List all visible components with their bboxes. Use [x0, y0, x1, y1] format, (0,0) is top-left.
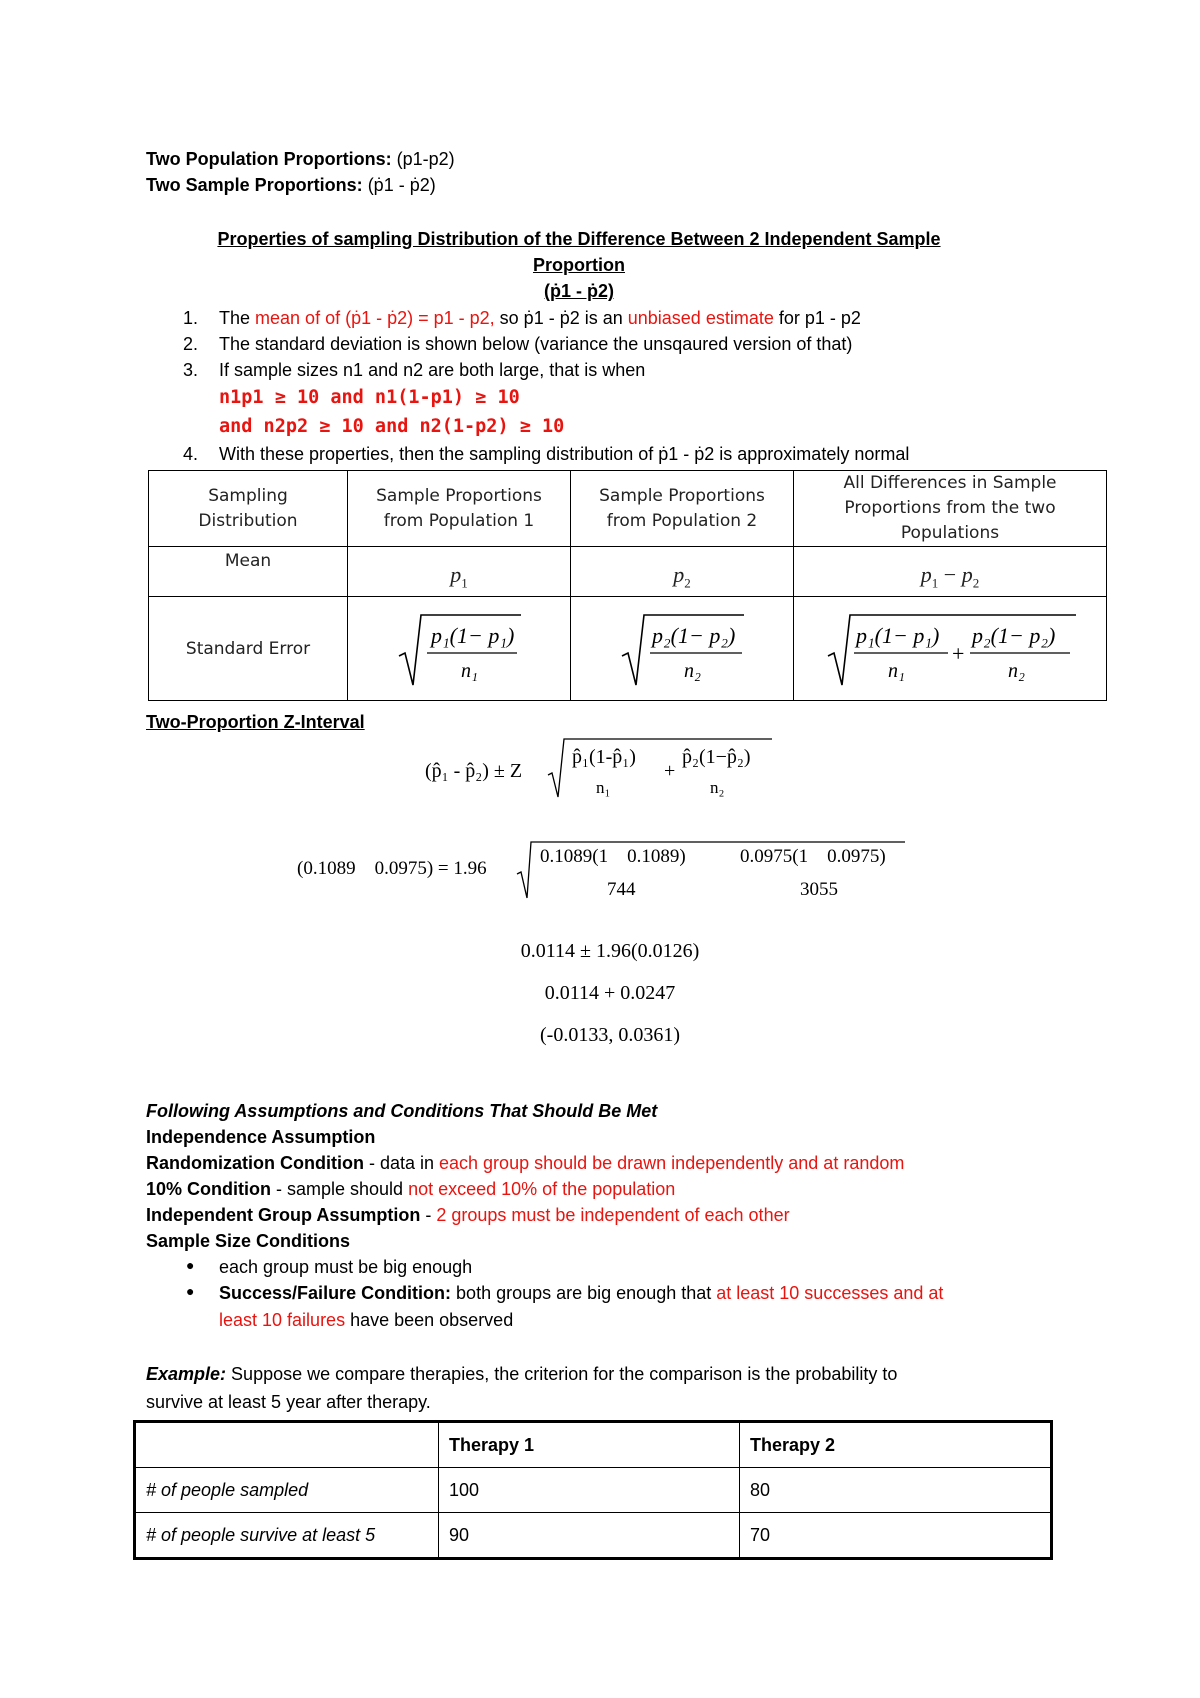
item2-text: The standard deviation is shown below (variance the unsqaured version of that) — [219, 334, 853, 354]
example-line-1 — [146, 1361, 897, 1387]
header-sampling-distribution: Sampling Distribution — [149, 471, 348, 547]
se1-denominator: n₁ — [461, 660, 478, 682]
item3-text: If sample sizes n1 and n2 are both large, that is when — [219, 360, 646, 380]
mean-p2-sub: 2 — [684, 575, 691, 591]
calc-step-3: (-0.0133, 0.0361) — [540, 1024, 680, 1046]
mean-p1-sub: 1 — [461, 575, 468, 591]
sampling-distribution-table — [148, 470, 1107, 701]
sample-proportions-label: Two Sample Proportions: — [146, 175, 363, 195]
z-interval-title: Two-Proportion Z-Interval — [146, 712, 365, 732]
formula-left: (p̂₁ - p̂₂) ± Z — [425, 760, 523, 782]
therapy-table — [133, 1420, 1053, 1560]
formula-den1: n₁ — [596, 778, 611, 797]
item1-text-c: for p1 - p2 — [773, 308, 861, 328]
success-failure-condition — [219, 1280, 943, 1306]
calc-num2: 0.0975(1 0.0975) — [740, 846, 886, 867]
se2-denominator: n₂ — [684, 660, 701, 682]
independent-group-highlight: 2 groups must be independent of each other — [436, 1205, 790, 1225]
success-failure-text: both groups are big enough that — [451, 1283, 717, 1303]
item-number: 3. — [183, 360, 199, 380]
item4-text: With these properties, then the sampling distribution of ṗ1 - ṗ2 is approximately normal — [219, 444, 910, 464]
row-standard-error-label: Standard Error — [149, 597, 348, 701]
z-interval-formula — [420, 735, 800, 805]
se-diff-numerator-2: p₂(1− p₂) — [972, 623, 1056, 648]
independent-group-text: - — [420, 1205, 437, 1225]
header-therapy-2: Therapy 2 — [740, 1422, 1052, 1468]
success-failure-text-2: have been observed — [345, 1310, 514, 1330]
therapy-table-corner — [135, 1422, 439, 1468]
bullet-big-enough: each group must be big enough — [219, 1257, 473, 1277]
pop-proportions-line — [146, 146, 455, 172]
formula-plus: + — [664, 760, 676, 782]
randomization-label: Randomization Condition — [146, 1153, 364, 1173]
ten-percent-condition — [146, 1176, 675, 1202]
se2-formula — [612, 601, 752, 691]
ten-percent-label: 10% Condition — [146, 1179, 271, 1199]
item1-text-b: so ṗ1 - ṗ2 is an — [494, 308, 628, 328]
header-all-differences: All Differences in Sample Proportions from the two Populations — [794, 471, 1107, 547]
mean-difference — [794, 547, 1107, 597]
table-row — [135, 1513, 1052, 1559]
example-text-1: Suppose we compare therapies, the criterion for the comparison is the probability to — [226, 1364, 898, 1384]
properties-title-line3: (ṗ1 - ṗ2) — [544, 281, 614, 301]
calc-den2: 3055 — [800, 879, 838, 900]
pop-proportions-value: (p1-p2) — [391, 149, 455, 169]
properties-title-line2: Proportion — [533, 255, 625, 275]
calc-num1: 0.1089(1 0.1089) — [540, 846, 686, 867]
randomization-condition — [146, 1150, 904, 1176]
property-item-4 — [146, 441, 1046, 467]
cell-therapy-2-sampled: 80 — [740, 1468, 1052, 1513]
item-number: 4. — [183, 444, 199, 464]
se-diff-formula — [820, 601, 1080, 691]
se1-numerator: p₁(1− p₁) — [431, 623, 515, 648]
mean-diff-sub1: 1 — [931, 575, 939, 591]
item1-text-a: The — [219, 308, 256, 328]
randomization-highlight: each group should be drawn independently and at random — [439, 1153, 905, 1173]
condition-2: and n2p2 ≥ 10 and n2(1-p2) ≥ 10 — [219, 416, 565, 437]
calc-step-1: 0.0114 ± 1.96(0.0126) — [520, 940, 700, 962]
calc-den1: 744 — [607, 879, 636, 900]
independent-group-label: Independent Group Assumption — [146, 1205, 421, 1225]
mean-diff-p2: p — [961, 561, 973, 587]
example-line-2: survive at least 5 year after therapy. — [146, 1392, 431, 1412]
success-failure-condition-cont — [219, 1307, 513, 1333]
formula-num1: p̂₁(1-p̂₁) — [572, 746, 636, 768]
randomization-text: - data in — [363, 1153, 440, 1173]
bullet-icon: ● — [186, 1283, 195, 1299]
example-label: Example: — [146, 1364, 227, 1384]
independence-assumption: Independence Assumption — [146, 1127, 376, 1147]
ten-percent-highlight: not exceed 10% of the population — [408, 1179, 676, 1199]
properties-title-line1: Properties of sampling Distribution of the Difference Between 2 Independent Sample — [217, 229, 941, 249]
se-diff-plus: + — [952, 641, 965, 666]
condition-line-2 — [146, 412, 1046, 441]
sample-proportions-line — [146, 172, 436, 198]
se-population-1 — [348, 597, 571, 701]
se-difference — [794, 597, 1107, 701]
pop-proportions-label: Two Population Proportions: — [146, 149, 392, 169]
mean-p1-symbol: p — [450, 561, 462, 587]
properties-list — [146, 305, 1046, 467]
se1-formula — [389, 601, 529, 691]
item1-mean-highlight: mean of of (ṗ1 - ṗ2) = p1 - p2, — [255, 308, 495, 328]
formula-num2: p̂₂(1−p̂₂) — [682, 746, 751, 768]
item-number: 2. — [183, 334, 199, 354]
condition-1: n1p1 ≥ 10 and n1(1-p1) ≥ 10 — [219, 387, 520, 408]
success-failure-label: Success/Failure Condition: — [219, 1283, 452, 1303]
calc-step-2: 0.0114 + 0.0247 — [544, 982, 676, 1004]
row-label-survive: # of people survive at least 5 — [135, 1513, 439, 1559]
item-number: 1. — [183, 308, 199, 328]
header-therapy-1: Therapy 1 — [439, 1422, 740, 1468]
mean-p2-symbol: p — [673, 561, 685, 587]
bullet-icon: ● — [186, 1257, 195, 1273]
row-label-sampled: # of people sampled — [135, 1468, 439, 1513]
property-item-3 — [146, 357, 1046, 383]
property-item-2 — [146, 331, 1046, 357]
success-failure-highlight-2: least 10 failures — [219, 1310, 346, 1330]
row-mean-label: Mean — [149, 547, 348, 597]
ten-percent-text: - sample should — [271, 1179, 409, 1199]
condition-line-1 — [146, 383, 1046, 412]
se2-numerator: p₂(1− p₂) — [652, 623, 736, 648]
mean-p2 — [571, 547, 794, 597]
property-item-1 — [146, 305, 1046, 331]
calc-left: (0.1089 0.0975) = 1.96 — [297, 858, 487, 879]
cell-therapy-1-sampled: 100 — [439, 1468, 740, 1513]
header-population-2: Sample Proportions from Population 2 — [571, 471, 794, 547]
se-diff-denominator-1: n₁ — [888, 660, 905, 682]
cell-therapy-1-survive: 90 — [439, 1513, 740, 1559]
se-population-2 — [571, 597, 794, 701]
header-population-1: Sample Proportions from Population 1 — [348, 471, 571, 547]
se-diff-numerator-1: p₁(1− p₁) — [856, 623, 940, 648]
table-row — [135, 1468, 1052, 1513]
item1-unbiased-highlight: unbiased estimate — [627, 308, 774, 328]
mean-diff-p1: p — [920, 561, 932, 587]
se-diff-denominator-2: n₂ — [1008, 660, 1025, 682]
independent-group-assumption — [146, 1202, 790, 1228]
assumptions-title: Following Assumptions and Conditions That Should Be Met — [146, 1101, 658, 1121]
sample-proportions-value: (ṗ1 - ṗ2) — [362, 175, 436, 195]
success-failure-highlight-1: at least 10 successes and at — [716, 1283, 944, 1303]
sample-size-conditions: Sample Size Conditions — [146, 1231, 351, 1251]
formula-den2: n₂ — [710, 778, 725, 797]
z-interval-calculation — [295, 838, 915, 902]
mean-p1 — [348, 547, 571, 597]
cell-therapy-2-survive: 70 — [740, 1513, 1052, 1559]
mean-diff-minus: − — [938, 561, 962, 587]
mean-diff-sub2: 2 — [972, 575, 980, 591]
